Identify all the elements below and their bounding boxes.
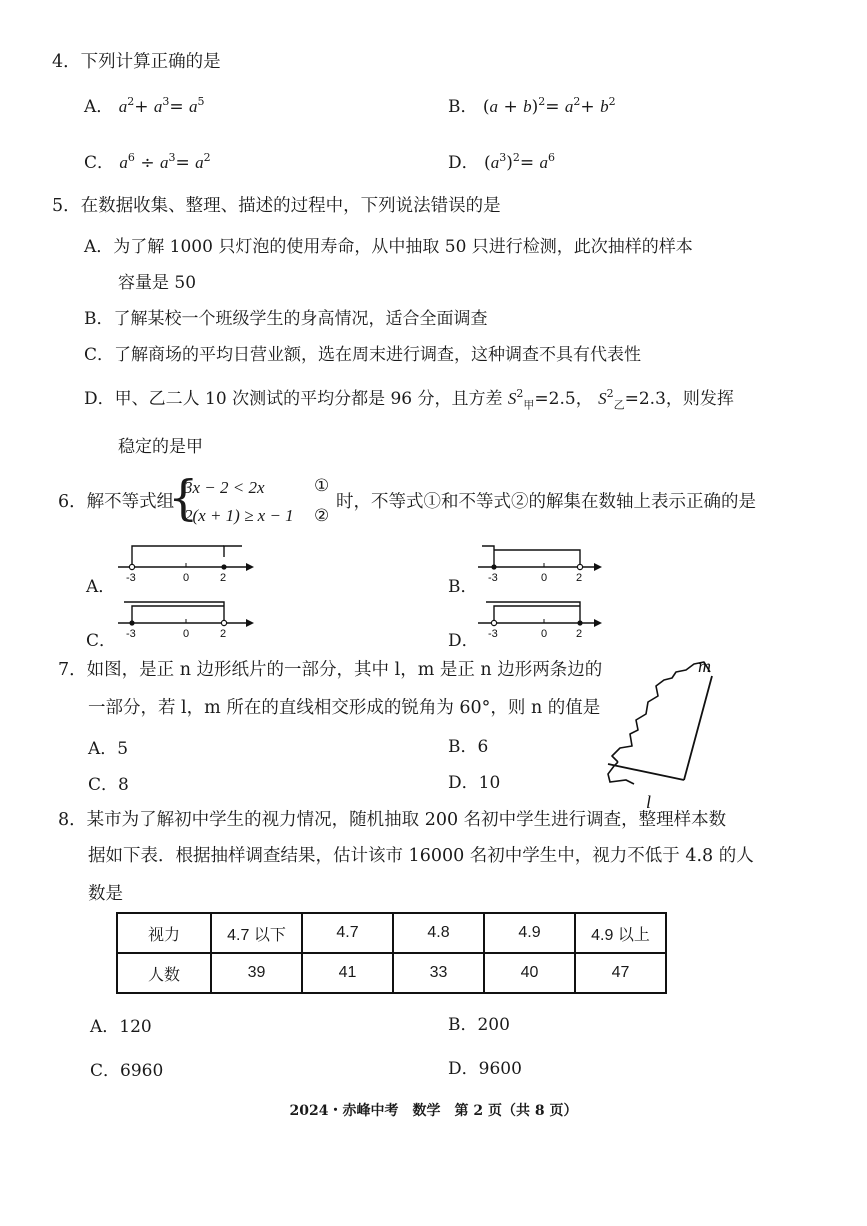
q6-mark-2: ② xyxy=(314,506,330,526)
solution-bracket-left xyxy=(132,546,224,567)
q6-stem-pre: 6．解不等式组 xyxy=(58,492,175,512)
axis-arrow-icon xyxy=(246,619,254,627)
q6-number-line-b xyxy=(478,540,618,588)
table-row xyxy=(117,913,666,953)
tick-label-0: 0 xyxy=(541,572,548,584)
table-cell: 4.9 以上 xyxy=(575,913,666,953)
q8-option-b: B．200 xyxy=(448,1015,510,1035)
label-m: m xyxy=(698,656,711,676)
q6-stem-post: 时，不等式①和不等式②的解集在数轴上表示正确的是 xyxy=(336,492,756,512)
q5-option-d-line1: D．甲、乙二人 10 次测试的平均分都是 96 分，且方差 $S^2_甲=2.5$， $S^2_乙=2.3$，则发挥 xyxy=(84,387,734,412)
tick-label-neg3: -3 xyxy=(126,572,136,584)
q4-option-d: D． $(a^3)^2= a^6$ xyxy=(448,151,555,173)
q8-stem-line3: 数是 xyxy=(88,884,123,904)
endpoint-open xyxy=(491,620,496,625)
q6-option-c-label: C． xyxy=(86,631,117,651)
q6-system-brace: { xyxy=(168,470,199,526)
q7-stem-line1: 7．如图，是正 n 边形纸片的一部分，其中 l，m 是正 n 边形两条边的 xyxy=(58,660,603,680)
q8-option-c: C．6960 xyxy=(90,1061,164,1081)
tick-label-0: 0 xyxy=(183,572,190,584)
q8-option-d: D．9600 xyxy=(448,1059,522,1079)
tick-label-neg3: -3 xyxy=(126,628,136,640)
tick-label-2: 2 xyxy=(220,572,227,584)
endpoint-filled xyxy=(129,620,134,625)
endpoint-filled xyxy=(221,564,226,569)
table-cell: 4.9 xyxy=(484,913,575,953)
solution-bracket-left xyxy=(124,602,224,623)
q5-option-a-line2: 容量是 50 xyxy=(118,273,197,293)
q6-inequality-1: 3x − 2 < 2x xyxy=(184,478,265,497)
table-cell: 4.8 xyxy=(393,913,484,953)
endpoint-open xyxy=(221,620,226,625)
axis-arrow-icon xyxy=(246,563,254,571)
table-row-header: 视力 xyxy=(117,913,211,953)
q7-option-c: C．8 xyxy=(88,775,129,795)
q7-option-a: A．5 xyxy=(88,739,129,759)
axis-arrow-icon xyxy=(594,619,602,627)
tick-label-2: 2 xyxy=(220,628,227,640)
endpoint-filled xyxy=(577,620,582,625)
table-cell: 40 xyxy=(484,953,575,993)
q8-stem-line1: 8．某市为了解初中学生的视力情况，随机抽取 200 名初中学生进行调查，整理样本数 xyxy=(58,810,727,830)
edge-l xyxy=(608,764,684,780)
label-l: l xyxy=(646,792,652,812)
endpoint-filled xyxy=(491,564,496,569)
q6-inequality-2: 2(x + 1) ≥ x − 1 xyxy=(184,506,294,525)
q4-stem: 4．下列计算正确的是 xyxy=(52,52,221,72)
endpoint-open xyxy=(577,564,582,569)
endpoint-open xyxy=(129,564,134,569)
q5-stem: 5．在数据收集、整理、描述的过程中，下列说法错误的是 xyxy=(52,196,501,216)
solution-bracket-left xyxy=(482,546,494,567)
q6-option-d-label: D． xyxy=(448,631,479,651)
q8-vision-table xyxy=(116,912,667,994)
q6-option-a-label: A． xyxy=(86,577,116,597)
edge-m xyxy=(684,676,712,780)
q5-option-a-line1: A．为了解 1000 只灯泡的使用寿命，从中抽取 50 只进行检测，此次抽样的样本 xyxy=(84,237,693,257)
q7-option-d: D．10 xyxy=(448,773,501,793)
tick-label-2: 2 xyxy=(576,572,583,584)
solution-bracket-right xyxy=(132,606,224,623)
tick-label-neg3: -3 xyxy=(488,572,498,584)
q5-option-d-line2: 稳定的是甲 xyxy=(118,437,203,457)
tick-label-0: 0 xyxy=(541,628,548,640)
q8-stem-line2: 据如下表．根据抽样调查结果，估计该市 16000 名初中学生中，视力不低于 4.8 的人 xyxy=(88,846,754,866)
table-cell: 33 xyxy=(393,953,484,993)
q5-option-b: B．了解某校一个班级学生的身高情况，适合全面调查 xyxy=(84,309,488,329)
q4-option-b: B． $(a + b)^2= a^2+ b^2$ xyxy=(448,95,616,117)
q4-option-a: A． $a^2+ a^3= a^5$ xyxy=(84,95,205,117)
torn-edge xyxy=(612,662,710,762)
tick-label-0: 0 xyxy=(183,628,190,640)
q6-mark-1: ① xyxy=(314,476,330,496)
tick-label-neg3: -3 xyxy=(488,628,498,640)
solution-bracket-right xyxy=(224,546,242,557)
q4-option-c: C． $a^6 \div a^3= a^2$ xyxy=(84,151,211,173)
q6-number-line-c xyxy=(118,596,258,644)
table-cell: 47 xyxy=(575,953,666,993)
table-cell: 4.7 xyxy=(302,913,393,953)
solution-bracket-left xyxy=(494,606,580,623)
axis-arrow-icon xyxy=(594,563,602,571)
page-footer: 2024・赤峰中考 数学 第 2 页（共 8 页） xyxy=(289,1103,578,1119)
q7-option-b: B．6 xyxy=(448,737,489,757)
table-cell: 4.7 以下 xyxy=(211,913,302,953)
q6-number-line-d xyxy=(478,596,618,644)
table-cell: 39 xyxy=(211,953,302,993)
solution-bracket-right xyxy=(486,602,580,623)
q7-polygon-figure xyxy=(600,650,730,812)
q6-option-b-label: B． xyxy=(448,577,478,597)
q7-stem-line2: 一部分，若 l，m 所在的直线相交形成的锐角为 60°，则 n 的值是 xyxy=(88,698,601,718)
table-cell: 41 xyxy=(302,953,393,993)
tick-label-2: 2 xyxy=(576,628,583,640)
solution-bracket-right xyxy=(494,550,580,567)
table-row-header: 人数 xyxy=(117,953,211,993)
table-row xyxy=(117,953,666,993)
q5-option-c: C．了解商场的平均日营业额，选在周末进行调查，这种调查不具有代表性 xyxy=(84,345,642,365)
q8-option-a: A．120 xyxy=(90,1017,152,1037)
q6-number-line-a xyxy=(118,540,258,588)
